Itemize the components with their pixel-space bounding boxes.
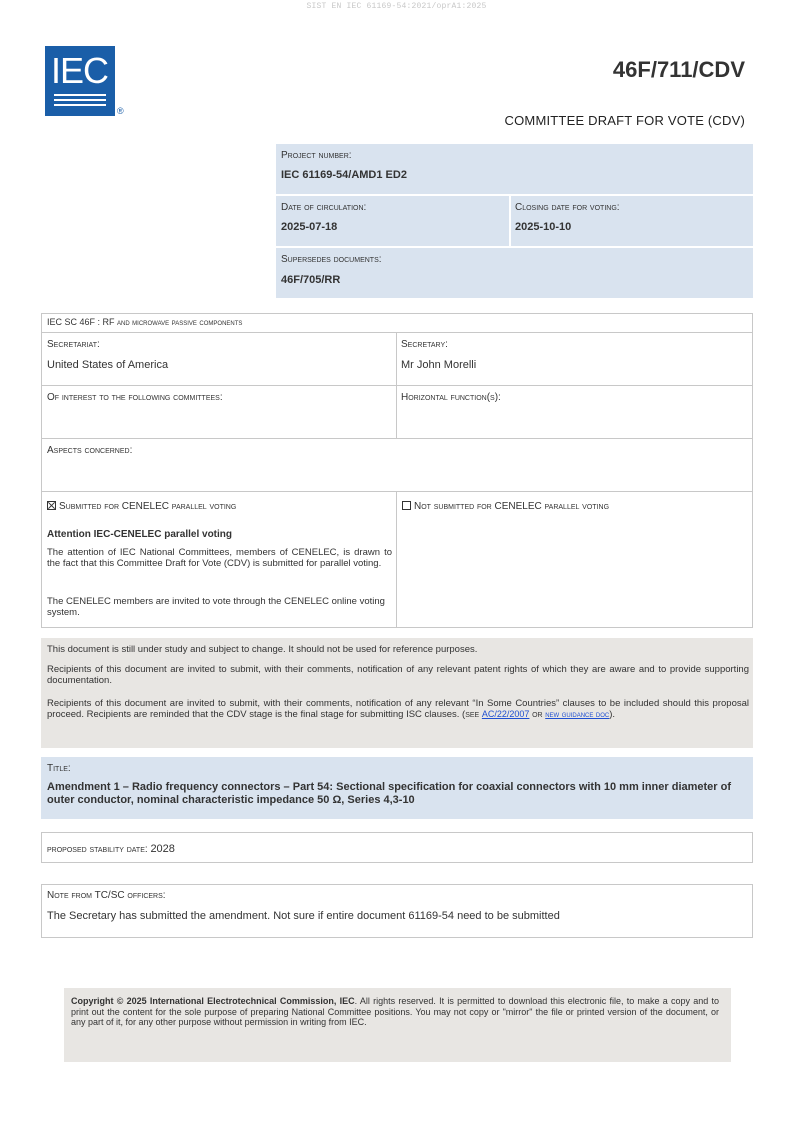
project-number-cell: [276, 144, 753, 194]
document-title: Amendment 1 – Radio frequency connectors – Part 54: Sectional specification for coaxial connectors with 10 mm inner diameter of outer conductor, nominal characteristic impedance 50 Ω, Series 4,3-10: [47, 781, 732, 806]
watermark: SIST EN IEC 61169-54:2021/oprA1:2025: [306, 2, 487, 11]
secretariat-value: United States of America: [47, 359, 169, 371]
title-label: Title:: [47, 763, 71, 774]
closing-date-label: Closing date for voting:: [515, 202, 620, 213]
supersedes-label: Supersedes documents:: [281, 254, 382, 265]
secretary-value: Mr John Morelli: [401, 359, 477, 371]
closing-date-value: 2025-10-10: [515, 221, 572, 233]
committee-name: IEC SC 46F : RF and microwave passive components: [47, 317, 243, 327]
attention-paragraph-2: The CENELEC members are invited to vote through the CENELEC online voting system.: [47, 596, 385, 618]
stability-date: proposed stability date: 2028: [47, 843, 175, 855]
aspects-label: Aspects concerned:: [47, 445, 133, 456]
project-number-label: Project number:: [281, 150, 352, 161]
interest-label: Of interest to the following committees:: [47, 392, 223, 403]
checkbox-checked-icon[interactable]: [47, 501, 56, 510]
not-submitted-cenelec-option[interactable]: Not submitted for CENELEC parallel voting: [402, 501, 609, 512]
attention-title: Attention IEC-CENELEC parallel voting: [47, 529, 233, 540]
note-label: Note from TC/SC officers:: [47, 890, 166, 901]
iec-logo: [45, 46, 115, 116]
circulation-date-cell: [276, 196, 509, 246]
ac-22-2007-link[interactable]: AC/22/2007: [481, 709, 530, 719]
secretary-label: Secretary:: [401, 339, 448, 350]
notice-paragraph-1: This document is still under study and subject to change. It should not be used for reference purposes.: [47, 644, 478, 655]
project-number-value: IEC 61169-54/AMD1 ED2: [281, 169, 407, 181]
document-type: COMMITTEE DRAFT FOR VOTE (CDV): [504, 113, 745, 128]
attention-paragraph-1: The attention of IEC National Committees, members of CENELEC, is drawn to the fact that this Committee Draft for Vote (CDV) is submitted for parallel voting.: [47, 547, 392, 569]
secretariat-label: Secretariat:: [47, 339, 100, 350]
submitted-cenelec-option[interactable]: Submitted for CENELEC parallel voting: [47, 501, 236, 512]
copyright-text: Copyright © 2025 International Electrotechnical Commission, IEC. All rights reserved. It is permitted to download this electronic file, to make a copy and to print out the content for the sole purpose of preparing National Committee positions. You may not copy or "mirror" the file or printed version of the document, or any part of it, for any other purpose without permission in writing from IEC.: [71, 996, 719, 1027]
notice-paragraph-3: Recipients of this document are invited to submit, with their comments, notification of any relevant “In Some Countries” clauses to be included should this proposal proceed. Recipients are reminded that the CDV stage is the final stage for submitting ISC clauses. (see AC/22/2007 or new guidance doc).: [47, 698, 749, 720]
supersedes-value: 46F/705/RR: [281, 274, 341, 286]
notice-paragraph-2: Recipients of this document are invited to submit, with their comments, notification of any relevant patent rights of which they are aware and to provide supporting documentation.: [47, 664, 749, 686]
horizontal-label: Horizontal function(s):: [401, 392, 501, 403]
iec-logo-text: IEC: [51, 50, 109, 91]
checkbox-unchecked-icon[interactable]: [402, 501, 411, 510]
circulation-date-label: Date of circulation:: [281, 202, 367, 213]
closing-date-cell: [511, 196, 753, 246]
registered-mark: ®: [117, 106, 124, 116]
circulation-date-value: 2025-07-18: [281, 221, 338, 233]
supersedes-cell: [276, 248, 753, 298]
new-guidance-doc-link[interactable]: new guidance doc: [545, 709, 610, 719]
document-number: 46F/711/CDV: [612, 57, 745, 82]
note-text: The Secretary has submitted the amendment. Not sure if entire document 61169-54 need to be submitted: [47, 910, 560, 922]
